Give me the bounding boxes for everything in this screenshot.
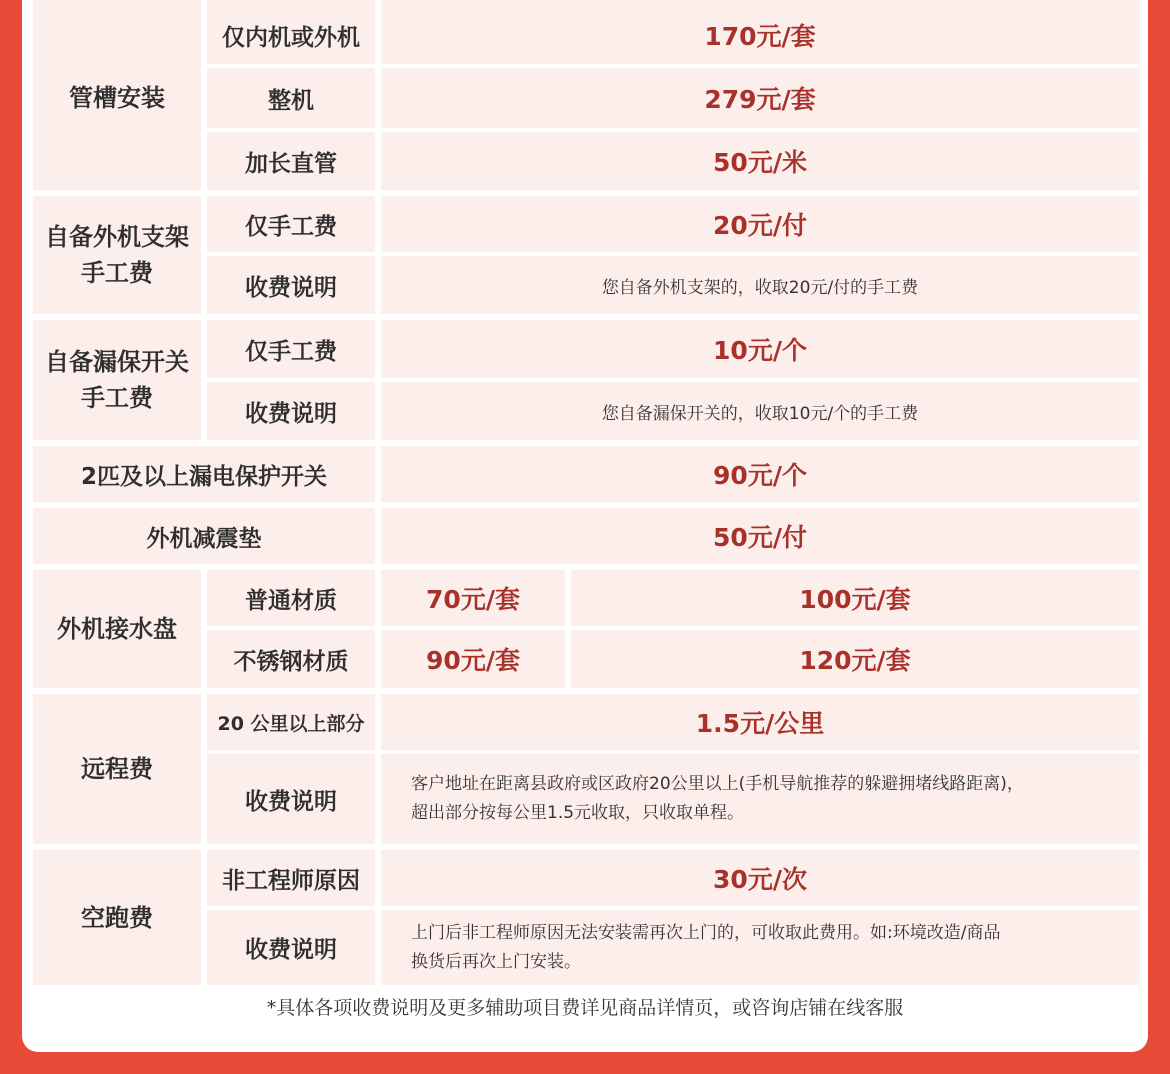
bracket-labor-price: 20元/付 <box>381 196 1139 252</box>
drain-price-a: 70元/套 <box>381 570 565 626</box>
bracket-note-label: 收费说明 <box>207 256 375 314</box>
drain-item-label: 不锈钢材质 <box>207 630 375 688</box>
damper-price: 50元/付 <box>381 508 1139 564</box>
empty-reason-label: 非工程师原因 <box>207 850 375 906</box>
remote-note: 客户地址在距离县政府或区政府20公里以上(手机导航推荐的躲避拥堵线路距离)， 超出部分按每公里1.5元收取，只收取单程。 <box>381 754 1139 844</box>
bracket-note: 您自备外机支架的，收取20元/付的手工费 <box>381 256 1139 314</box>
category-drain: 外机接水盘 <box>33 570 201 688</box>
switch-labor-label: 仅手工费 <box>207 320 375 378</box>
protector-price: 90元/个 <box>381 446 1139 502</box>
switch-labor-price: 10元/个 <box>381 320 1139 378</box>
drain-price-b: 120元/套 <box>571 630 1139 688</box>
remote-range-label: 20 公里以上部分 <box>207 694 375 750</box>
bracket-labor-label: 仅手工费 <box>207 196 375 252</box>
empty-reason-price: 30元/次 <box>381 850 1139 906</box>
empty-note: 上门后非工程师原因无法安装需再次上门的，可收取此费用。如:环境改造/商品 换货后再次上门安装。 <box>381 910 1139 985</box>
category-empty-run: 空跑费 <box>33 850 201 985</box>
drain-item-label: 普通材质 <box>207 570 375 626</box>
category-remote: 远程费 <box>33 694 201 844</box>
footnote: *具体各项收费说明及更多辅助项目费详见商品详情页，或咨询店铺在线客服 <box>266 997 904 1019</box>
damper-label: 外机减震垫 <box>33 508 375 564</box>
pipe-item-label: 整机 <box>207 68 375 128</box>
drain-price-a: 90元/套 <box>381 630 565 688</box>
pipe-item-label: 仅内机或外机 <box>207 6 375 64</box>
pipe-item-price: 279元/套 <box>381 68 1139 128</box>
pipe-item-label: 加长直管 <box>207 132 375 190</box>
switch-note: 您自备漏保开关的，收取10元/个的手工费 <box>381 382 1139 440</box>
drain-price-b: 100元/套 <box>571 570 1139 626</box>
category-pipe: 管槽安装 <box>33 6 201 190</box>
price-table <box>33 0 1139 985</box>
category-bracket: 自备外机支架 手工费 <box>33 196 201 314</box>
switch-note-label: 收费说明 <box>207 382 375 440</box>
remote-note-label: 收费说明 <box>207 754 375 844</box>
empty-note-label: 收费说明 <box>207 910 375 985</box>
protector-label: 2匹及以上漏电保护开关 <box>33 446 375 502</box>
pipe-item-price: 170元/套 <box>381 6 1139 64</box>
remote-range-price: 1.5元/公里 <box>381 694 1139 750</box>
pipe-item-price: 50元/米 <box>381 132 1139 190</box>
category-switch-self: 自备漏保开关 手工费 <box>33 320 201 440</box>
